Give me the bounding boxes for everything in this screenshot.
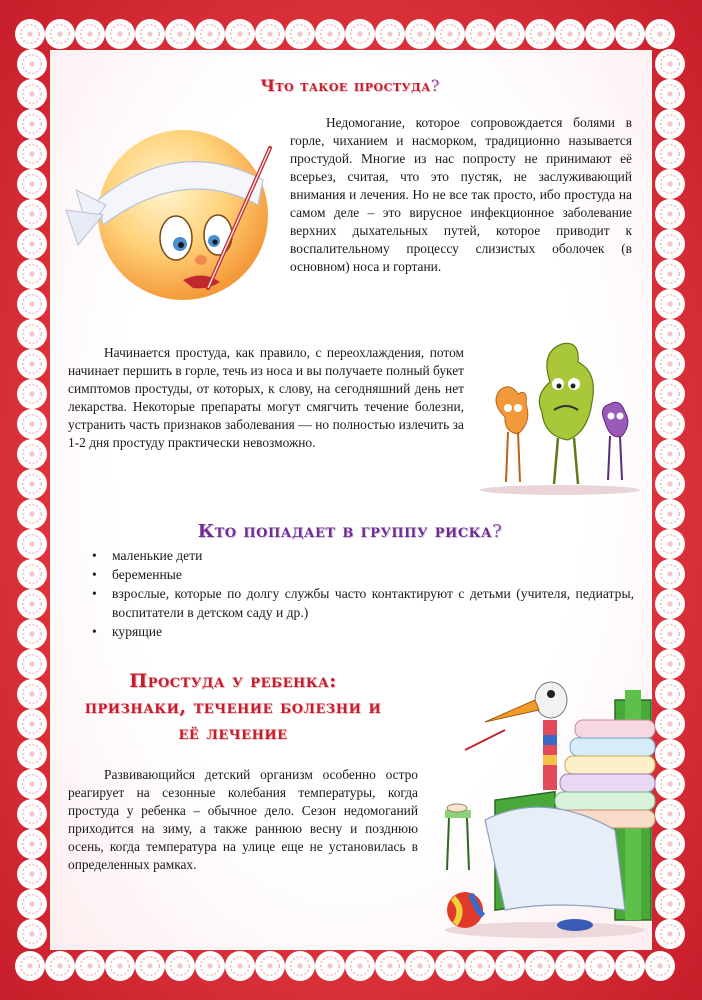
intro-paragraph: Недомогание, которое сопровождается болями в горле, чиханием и насморком, традиционно называется простудой. Многие из нас попросту не принимают её всерьез, считая, что это пустяк, не заслуживающий внимания и лечения. Но не все так просто, ибо простуда на самом деле – это вирусное инфекционное заболевание верхних дыхательных путей, которое приводит к воспалительному процессу слизистых оболочек (в основном) носа и гортани. [290, 115, 632, 274]
germs-illustration [470, 332, 650, 497]
question-mark: ? [430, 76, 440, 95]
title-line-3: её лечение [178, 722, 288, 744]
list-item: • беременные [94, 565, 634, 584]
sick-sun-illustration [58, 110, 288, 310]
title-text: Кто попадает в группу риска [197, 521, 493, 542]
onset-paragraph: Начинается простуда, как правило, с переохлаждения, потом начинает першить в горле, течь из носа и вы получаете полный букет симптомов простуды, от которых, к слову, на сегодняшний день нет лекарства. Некоторые препараты могут смягчить течение болезни, устранить часть признаков заболевания — но полностью излечить за 1-2 дня простуду практически невозможно. [68, 345, 464, 450]
child-cold-paragraph: Развивающийся детский организм особенно остро реагирует на сезонные колебания температуры, когда простуда у ребенка – обычное дело. Сезон недомоганий приходится на зиму, а также раннюю весну и позднюю осень, когда температура на улице еще не установилась в определенных рамках. [68, 767, 418, 872]
section-title-risk-group [120, 521, 580, 542]
sick-goose-in-bed-illustration [425, 660, 665, 945]
title-line-2: признаки, течение болезни и [84, 696, 382, 718]
list-item: • взрослые, которые по долгу службы часто контактируют с детьми (учителя, педиатры, воспитатели в детском саду и др.) [94, 584, 634, 622]
title-text: Что такое простуда [260, 76, 431, 95]
list-item: • курящие [94, 622, 634, 641]
section-title-what-is-cold [200, 76, 500, 95]
question-mark: ? [492, 521, 503, 542]
risk-group-list [94, 546, 634, 641]
title-line-1: Простуда у ребенка: [129, 670, 337, 692]
section-title-child-cold [66, 668, 400, 746]
list-item: • маленькие дети [94, 546, 634, 565]
